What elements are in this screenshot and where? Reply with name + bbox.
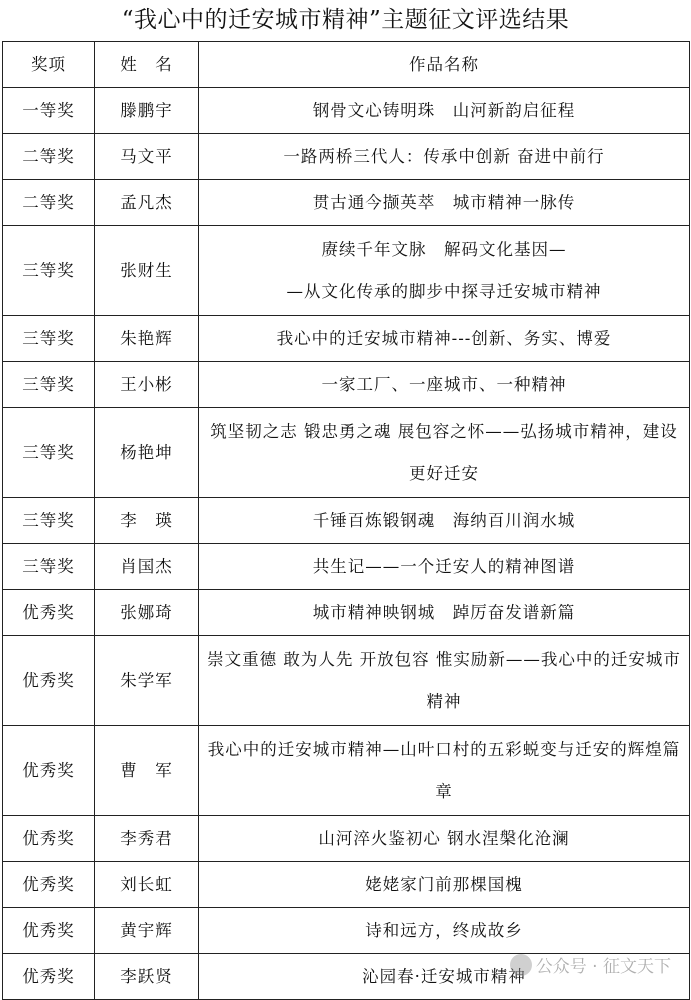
award-cell: 优秀奖 [3,590,95,636]
work-title-cell: 我心中的迁安城市精神---创新、务实、博爱 [199,316,690,362]
table-row [3,544,690,590]
award-cell: 三等奖 [3,408,95,498]
name-cell: 李秀君 [95,816,199,862]
table-row [3,498,690,544]
work-title-cell: 姥姥家门前那棵国槐 [199,862,690,908]
name-cell: 张财生 [95,226,199,316]
table-row [3,908,690,954]
watermark [510,952,671,977]
award-cell: 优秀奖 [3,908,95,954]
award-cell: 三等奖 [3,362,95,408]
name-cell: 张娜琦 [95,590,199,636]
table-header-row [3,42,690,88]
table-row [3,134,690,180]
award-cell: 三等奖 [3,226,95,316]
work-title-cell: 崇文重德 敢为人先 开放包容 惟实励新——我心中的迁安城市精神 [199,636,690,726]
table-row [3,862,690,908]
award-cell: 优秀奖 [3,636,95,726]
table-row [3,408,690,498]
work-subtitle-line: —从文化传承的脚步中探寻迁安城市精神 [286,281,602,301]
work-title-cell: 贯古通今撷英萃 城市精神一脉传 [199,180,690,226]
work-title-cell: 山河淬火鉴初心 钢水涅槃化沧澜 [199,816,690,862]
name-cell: 杨艳坤 [95,408,199,498]
table-row [3,362,690,408]
work-title-cell: 我心中的迁安城市精神—山叶口村的五彩蜕变与迁安的辉煌篇章 [199,726,690,816]
wechat-logo-icon [510,954,532,976]
watermark-text: 公众号 · 征文天下 [535,957,671,977]
award-cell: 三等奖 [3,544,95,590]
name-cell: 王小彬 [95,362,199,408]
name-cell: 刘长虹 [95,862,199,908]
header-name: 姓 名 [95,42,199,88]
work-title-cell: 一家工厂、一座城市、一种精神 [199,362,690,408]
header-award: 奖项 [3,42,95,88]
award-cell: 三等奖 [3,316,95,362]
work-title-cell: 筑坚韧之志 锻忠勇之魂 展包容之怀——弘扬城市精神，建设更好迁安 [199,408,690,498]
work-title-line: 赓续千年文脉 解码文化基因— [321,239,567,259]
table-row [3,180,690,226]
award-cell: 一等奖 [3,88,95,134]
work-title-cell: 钢骨文心铸明珠 山河新韵启征程 [199,88,690,134]
table-row [3,590,690,636]
work-title-cell: 一路两桥三代人：传承中创新 奋进中前行 [199,134,690,180]
table-row [3,316,690,362]
table-row [3,88,690,134]
award-cell: 二等奖 [3,134,95,180]
award-cell: 优秀奖 [3,726,95,816]
award-cell: 优秀奖 [3,954,95,1000]
header-work: 作品名称 [199,42,690,88]
award-cell: 三等奖 [3,498,95,544]
work-title-cell: 城市精神映钢城 踔厉奋发谱新篇 [199,590,690,636]
work-title-cell: 千锤百炼锻钢魂 海纳百川润水城 [199,498,690,544]
table-row [3,726,690,816]
name-cell: 肖国杰 [95,544,199,590]
name-cell: 黄宇辉 [95,908,199,954]
name-cell: 马文平 [95,134,199,180]
name-cell: 滕鹏宇 [95,88,199,134]
name-cell: 李跃贤 [95,954,199,1000]
work-title-cell: 诗和远方，终成故乡 [199,908,690,954]
results-table [2,41,690,1000]
table-row [3,226,690,316]
work-title-cell: 沁园春·迁安城市精神 [199,954,690,1000]
award-cell: 优秀奖 [3,816,95,862]
table-row [3,816,690,862]
table-row [3,636,690,726]
work-title-cell [199,226,690,316]
name-cell: 孟凡杰 [95,180,199,226]
name-cell: 朱艳辉 [95,316,199,362]
award-cell: 优秀奖 [3,862,95,908]
award-cell: 二等奖 [3,180,95,226]
work-title-cell: 共生记——一个迁安人的精神图谱 [199,544,690,590]
name-cell: 李 瑛 [95,498,199,544]
name-cell: 朱学军 [95,636,199,726]
name-cell: 曹 军 [95,726,199,816]
page-title: “我心中的迁安城市精神”主题征文评选结果 [121,7,570,33]
